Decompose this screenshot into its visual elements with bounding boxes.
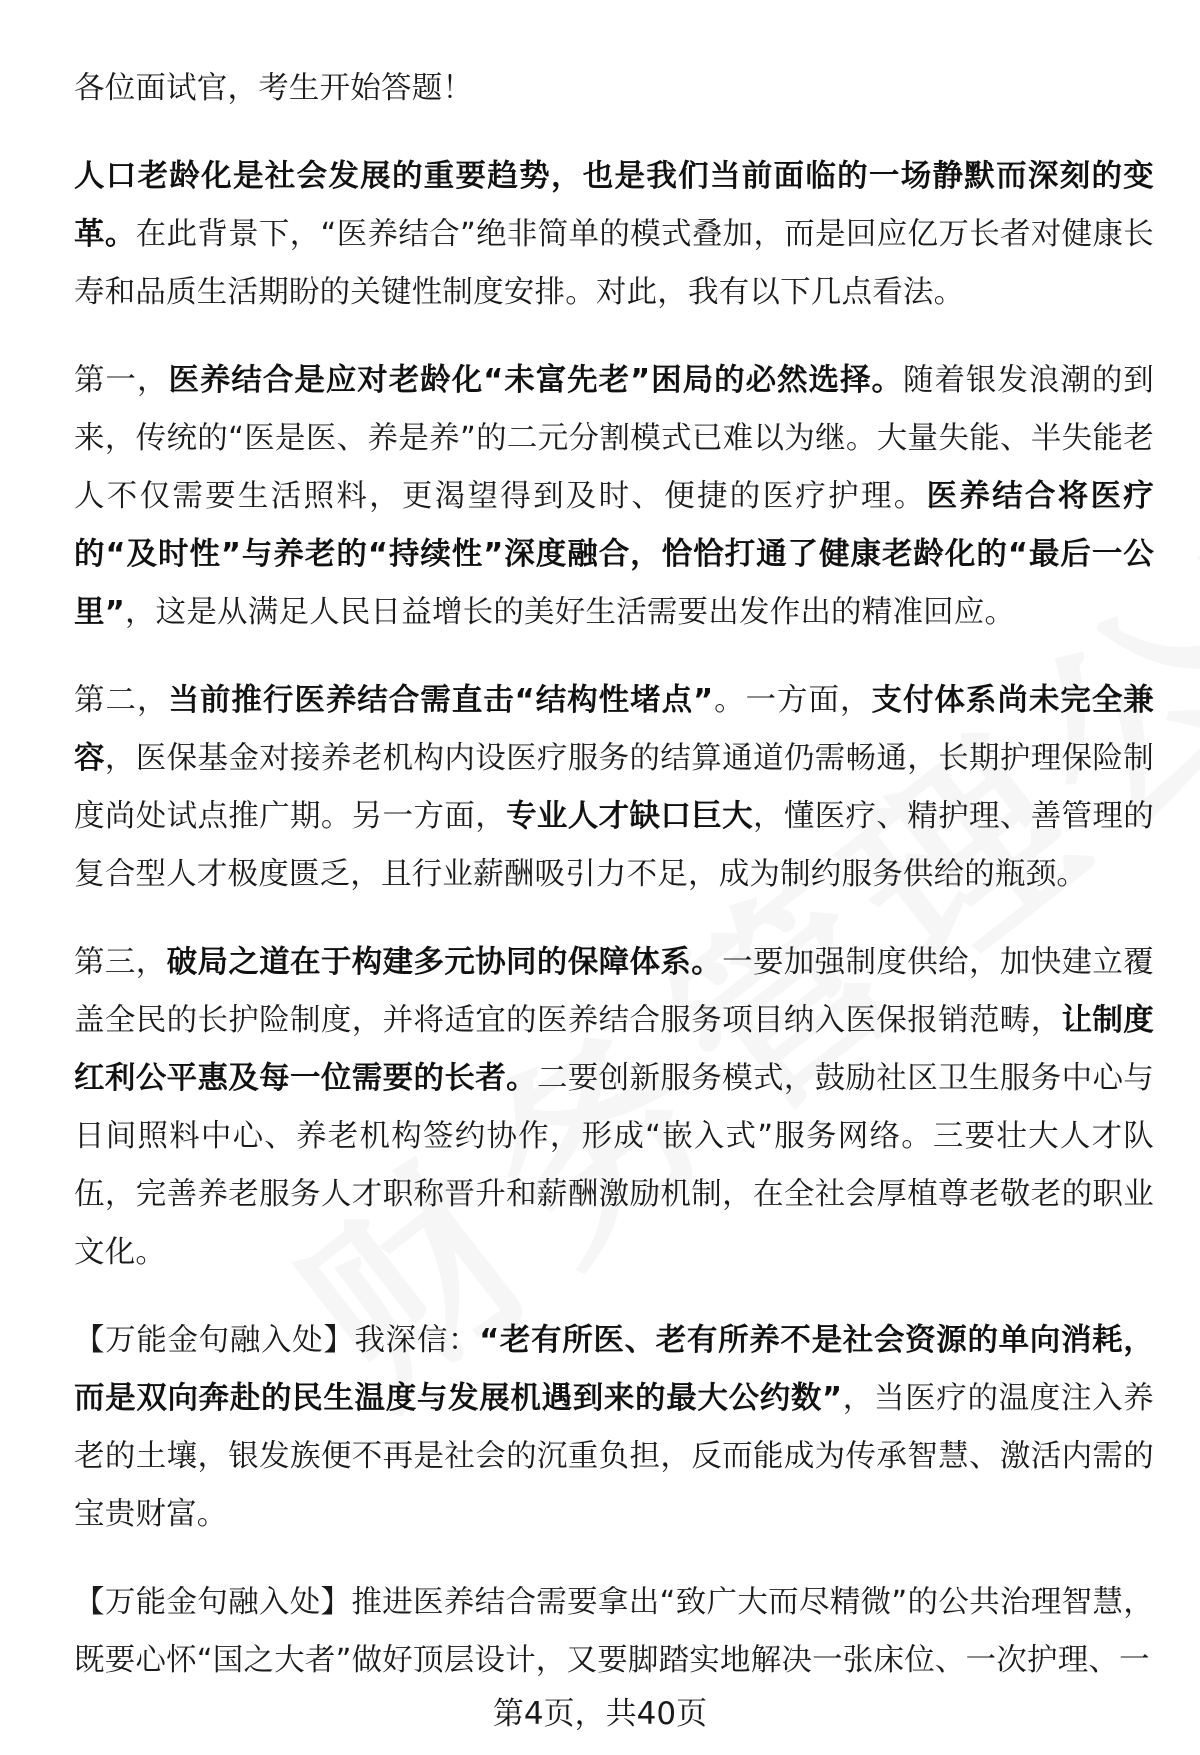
bold-text-segment: 专业人才缺口巨大 [506,799,753,834]
bold-text-segment: 医养结合将医疗的“及时性”与养老的“持续性”深度融合，恰恰打通了健康老龄化的“最后一公里” [74,479,1155,630]
paragraph [74,352,1154,642]
text-segment: ，当医疗的温度注入养老的土壤，银发族便不再是社会的沉重负担，反而能成为传承智慧、激活内需的宝贵财富。 [74,1381,1155,1532]
paragraph [74,934,1154,1282]
page-number-footer: 第4页，共40页 [492,1696,708,1732]
bold-text-segment: 让制度红利公平惠及每一位需要的长者。 [74,1003,1154,1096]
paragraph [74,148,1154,322]
paragraph [74,1312,1154,1544]
bold-text-segment: 人口老龄化是社会发展的重要趋势，也是我们当前面临的一场静默而深刻的变革。 [74,159,1154,252]
text-segment: 第一， [74,363,169,398]
text-segment: 【万能金句融入处】我深信： [74,1323,480,1358]
bold-text-segment: 医养结合是应对老龄化“未富先老”困局的必然选择。 [168,363,903,398]
text-segment: 在此背景下，“医养结合”绝非简单的模式叠加，而是回应亿万长者对健康长寿和品质生活期盼的关键性制度安排。对此，我有以下几点看法。 [74,217,1154,310]
text-segment: ，懂医疗、精护理、善管理的复合型人才极度匮乏，且行业薪酬吸引力不足，成为制约服务供给的瓶颈。 [74,799,1154,892]
text-segment: 一要加强制度供给，加快建立覆盖全民的长护险制度，并将适宜的医养结合服务项目纳入医保报销范畴， [74,945,1154,1038]
text-segment: ，医保基金对接养老机构内设医疗服务的结算通道仍需畅通，长期护理保险制度尚处试点推广期。另一方面， [74,741,1154,834]
paragraph [74,60,1154,118]
bold-text-segment: “老有所医、老有所养不是社会资源的单向消耗，而是双向奔赴的民生温度与发展机遇到来的最大公约数” [74,1323,1154,1416]
text-segment: 。一方面， [713,683,872,718]
text-segment: 二要创新服务模式，鼓励社区卫生服务中心与日间照料中心、养老机构签约协作，形成“嵌入式”服务网络。三要壮大人才队伍，完善养老服务人才职称晋升和薪酬激励机制，在全社会厚植尊老敬老的职业文化。 [74,1061,1155,1270]
bold-text-segment: 支付体系尚未完全兼容 [74,683,1154,776]
text-segment: 【万能金句融入处】推进医养结合需要拿出“致广大而尽精微”的公共治理智慧，既要心怀“国之大者”做好顶层设计，又要脚踏实地解决一张床位、一次护理、一 [74,1585,1154,1678]
document-body [74,60,1154,1690]
text-segment: 第三， [74,945,167,980]
paragraph [74,672,1154,904]
text-segment: 第二， [74,683,169,718]
bold-text-segment: 当前推行医养结合需直击“结构性堵点” [168,683,714,718]
paragraph [74,1574,1154,1690]
text-segment: 各位面试官，考生开始答题！ [74,71,474,106]
text-segment: 随着银发浪潮的到来，传统的“医是医、养是养”的二元分割模式已难以为继。大量失能、半失能老人不仅需要生活照料，更渴望得到及时、便捷的医疗护理。 [74,363,1155,514]
bold-text-segment: 破局之道在于构建多元协同的保障体系。 [166,945,723,980]
text-segment: ，这是从满足人民日益增长的美好生活需要出发作出的精准回应。 [124,595,1016,630]
